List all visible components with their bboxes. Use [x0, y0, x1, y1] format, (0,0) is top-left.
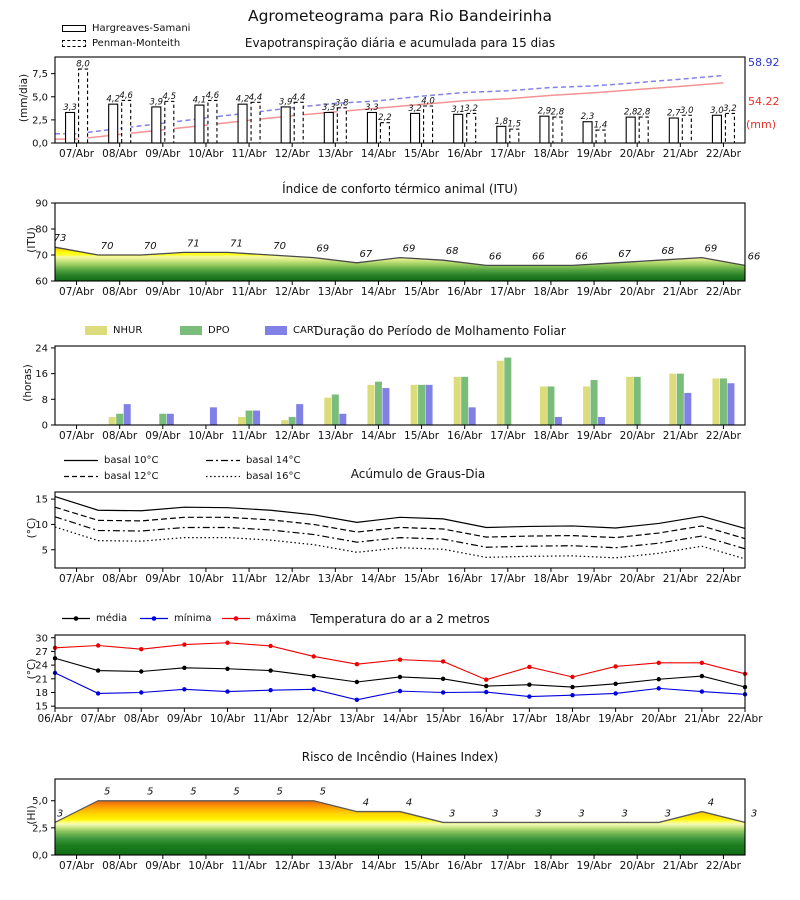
svg-text:2,8: 2,8 [636, 107, 651, 118]
svg-text:67: 67 [359, 248, 373, 260]
svg-text:22/Abr: 22/Abr [705, 573, 741, 585]
svg-text:3,9: 3,9 [278, 97, 293, 108]
svg-text:10/Abr: 10/Abr [188, 430, 224, 442]
svg-text:5,0: 5,0 [32, 92, 48, 104]
svg-text:69: 69 [402, 243, 416, 255]
svg-text:22/Abr: 22/Abr [727, 713, 763, 725]
svg-text:5: 5 [190, 786, 197, 798]
svg-text:4,2: 4,2 [106, 94, 120, 105]
svg-text:18/Abr: 18/Abr [533, 148, 569, 160]
svg-text:17/Abr: 17/Abr [490, 286, 526, 298]
hargreaves-accumulated-total: 54.22 [748, 95, 780, 108]
svg-text:3,9: 3,9 [149, 97, 164, 108]
haines-ylabel: (HI) [26, 805, 38, 825]
svg-text:11/Abr: 11/Abr [231, 573, 267, 585]
evapo-plot [32, 57, 745, 160]
svg-text:15/Abr: 15/Abr [404, 286, 440, 298]
svg-text:09/Abr: 09/Abr [145, 860, 181, 872]
svg-text:09/Abr: 09/Abr [145, 573, 181, 585]
svg-text:70: 70 [100, 241, 114, 252]
evapo-title: Evapotranspiração diária e acumulada para 15 dias [244, 36, 556, 50]
svg-text:27: 27 [35, 646, 48, 658]
svg-text:10/Abr: 10/Abr [209, 713, 246, 725]
line-basal-10°C [55, 497, 745, 529]
svg-text:3,0: 3,0 [710, 105, 724, 116]
svg-text:20/Abr: 20/Abr [619, 286, 655, 298]
svg-text:80: 80 [35, 224, 48, 236]
legend-item-hargreaves [62, 23, 190, 34]
graus-plot [35, 492, 745, 585]
svg-text:15/Abr: 15/Abr [404, 860, 440, 872]
axes [35, 495, 741, 585]
svg-text:22/Abr: 22/Abr [705, 860, 741, 872]
svg-text:15: 15 [35, 701, 48, 713]
line-basal-14°C [55, 517, 745, 549]
svg-text:21/Abr: 21/Abr [662, 573, 698, 585]
svg-text:20/Abr: 20/Abr [641, 713, 677, 725]
svg-text:16/Abr: 16/Abr [447, 860, 483, 872]
svg-text:21/Abr: 21/Abr [662, 430, 698, 442]
svg-text:13/Abr: 13/Abr [317, 286, 353, 298]
svg-text:21/Abr: 21/Abr [684, 713, 720, 725]
svg-text:3: 3 [492, 808, 499, 820]
svg-text:3: 3 [448, 808, 456, 820]
svg-text:11/Abr: 11/Abr [231, 430, 267, 442]
svg-text:06/Abr: 06/Abr [37, 713, 73, 725]
svg-text:16/Abr: 16/Abr [447, 286, 483, 298]
svg-text:16: 16 [35, 369, 48, 381]
legend-item-basal14 [206, 455, 300, 466]
svg-text:70: 70 [35, 250, 48, 262]
svg-text:10: 10 [35, 519, 48, 531]
svg-text:09/Abr: 09/Abr [145, 430, 181, 442]
temp-plot [35, 633, 763, 725]
svg-text:3: 3 [56, 808, 64, 820]
hargreaves-swatch [62, 25, 86, 32]
svg-text:4,6: 4,6 [205, 90, 220, 101]
svg-text:4,6: 4,6 [119, 90, 133, 101]
area-fill [55, 801, 745, 855]
series-bars [55, 60, 737, 143]
svg-text:8: 8 [41, 394, 48, 406]
svg-text:14/Abr: 14/Abr [360, 430, 396, 442]
svg-text:2,3: 2,3 [580, 112, 595, 123]
svg-text:3: 3 [621, 808, 628, 820]
svg-text:2,8: 2,8 [550, 107, 565, 118]
svg-text:2,9: 2,9 [537, 106, 552, 117]
svg-text:4,4: 4,4 [248, 92, 263, 103]
svg-text:24: 24 [35, 660, 48, 672]
svg-text:19/Abr: 19/Abr [576, 148, 612, 160]
svg-text:17/Abr: 17/Abr [490, 430, 526, 442]
svg-text:4: 4 [405, 797, 413, 809]
svg-text:09/Abr: 09/Abr [145, 148, 181, 160]
svg-text:5: 5 [319, 786, 326, 798]
svg-text:5: 5 [103, 786, 111, 798]
svg-text:11/Abr: 11/Abr [231, 860, 267, 872]
svg-text:69: 69 [316, 243, 330, 255]
svg-text:20/Abr: 20/Abr [619, 430, 655, 442]
svg-text:07/Abr: 07/Abr [80, 713, 116, 725]
graus-ylabel: (°C) [26, 517, 38, 539]
svg-text:3,2: 3,2 [723, 103, 737, 114]
nhur-swatch [85, 326, 107, 335]
svg-text:12/Abr: 12/Abr [274, 430, 310, 442]
svg-text:20/Abr: 20/Abr [619, 148, 655, 160]
svg-text:3,3: 3,3 [63, 102, 77, 113]
svg-text:07/Abr: 07/Abr [59, 430, 95, 442]
basal10-label: basal 10°C [104, 455, 159, 466]
svg-text:1,5: 1,5 [507, 119, 522, 130]
svg-text:14/Abr: 14/Abr [360, 286, 396, 298]
svg-text:2,8: 2,8 [623, 107, 638, 118]
svg-text:2,5: 2,5 [32, 115, 48, 127]
svg-text:16/Abr: 16/Abr [447, 430, 483, 442]
svg-text:15/Abr: 15/Abr [404, 573, 440, 585]
svg-text:12/Abr: 12/Abr [274, 860, 310, 872]
svg-text:70: 70 [273, 241, 286, 252]
svg-text:10/Abr: 10/Abr [188, 573, 224, 585]
svg-text:07/Abr: 07/Abr [59, 286, 95, 298]
penman-label: Penman-Monteith [92, 38, 181, 49]
svg-text:60: 60 [35, 276, 48, 288]
svg-text:17/Abr: 17/Abr [490, 573, 526, 585]
line-basal-16°C [55, 527, 745, 559]
svg-text:66: 66 [747, 251, 761, 263]
svg-text:2,7: 2,7 [667, 108, 681, 119]
svg-text:07/Abr: 07/Abr [59, 860, 95, 872]
svg-text:4,2: 4,2 [235, 94, 250, 105]
svg-text:5: 5 [41, 545, 48, 557]
svg-text:09/Abr: 09/Abr [145, 286, 181, 298]
basal10-swatch [64, 456, 98, 465]
svg-text:15/Abr: 15/Abr [425, 713, 461, 725]
svg-text:4: 4 [362, 797, 370, 809]
svg-text:5: 5 [276, 786, 283, 798]
svg-text:11/Abr: 11/Abr [231, 148, 267, 160]
svg-text:0: 0 [41, 420, 48, 432]
svg-text:17/Abr: 17/Abr [511, 713, 547, 725]
svg-text:69: 69 [704, 243, 718, 255]
basal16-label: basal 16°C [246, 471, 301, 482]
line-basal-12°C [55, 507, 745, 538]
svg-text:21: 21 [35, 674, 48, 686]
svg-text:21/Abr: 21/Abr [662, 148, 698, 160]
svg-text:73: 73 [53, 233, 67, 245]
maxima-label: máxima [256, 613, 297, 624]
cart-label: CART [293, 325, 320, 336]
minima-label: mínima [174, 613, 212, 624]
svg-text:15/Abr: 15/Abr [404, 148, 440, 160]
svg-text:22/Abr: 22/Abr [705, 286, 741, 298]
svg-text:1,8: 1,8 [494, 116, 509, 127]
svg-text:2,5: 2,5 [32, 823, 48, 835]
molhamento-plot [35, 343, 745, 442]
svg-text:3: 3 [664, 808, 671, 820]
svg-text:12/Abr: 12/Abr [296, 713, 332, 725]
svg-text:08/Abr: 08/Abr [102, 573, 138, 585]
accumulated-unit-label: (mm) [746, 118, 777, 131]
media-label: média [96, 613, 128, 624]
svg-text:4: 4 [707, 797, 715, 809]
svg-text:14/Abr: 14/Abr [360, 148, 396, 160]
itu-plot [35, 198, 761, 298]
svg-text:66: 66 [488, 251, 502, 263]
svg-text:4,5: 4,5 [162, 91, 177, 102]
series-dpo [116, 358, 727, 425]
svg-text:0,0: 0,0 [32, 138, 48, 150]
svg-text:71: 71 [187, 238, 200, 250]
svg-text:18/Abr: 18/Abr [533, 573, 569, 585]
svg-text:30: 30 [35, 633, 48, 645]
svg-text:3,2: 3,2 [464, 103, 478, 114]
itu-title: Índice de conforto térmico animal (ITU) [282, 182, 518, 196]
svg-text:11/Abr: 11/Abr [253, 713, 289, 725]
svg-text:22/Abr: 22/Abr [705, 430, 741, 442]
svg-text:67: 67 [618, 248, 631, 260]
svg-text:12/Abr: 12/Abr [274, 286, 310, 298]
svg-text:19/Abr: 19/Abr [576, 573, 612, 585]
svg-text:18: 18 [35, 687, 48, 699]
evapo-ylabel: (mm/dia) [18, 73, 30, 123]
page-title: Agrometeograma para Rio Bandeirinha [247, 7, 552, 25]
svg-text:4,1: 4,1 [192, 95, 207, 106]
series-nhur [109, 361, 720, 425]
svg-text:3,8: 3,8 [335, 98, 349, 109]
svg-text:7,5: 7,5 [32, 69, 48, 81]
svg-text:08/Abr: 08/Abr [123, 713, 159, 725]
svg-text:24: 24 [35, 343, 48, 355]
molhamento-title: Duração do Período de Molhamento Foliar [314, 324, 566, 338]
itu-ylabel: (ITU) [26, 227, 38, 253]
svg-text:08/Abr: 08/Abr [102, 430, 138, 442]
svg-text:3,3: 3,3 [322, 102, 336, 113]
svg-text:3,2: 3,2 [408, 103, 422, 114]
svg-text:19/Abr: 19/Abr [598, 713, 634, 725]
svg-text:08/Abr: 08/Abr [102, 860, 138, 872]
svg-text:19/Abr: 19/Abr [576, 286, 612, 298]
svg-text:66: 66 [532, 251, 545, 263]
svg-text:5: 5 [147, 786, 154, 798]
svg-text:10/Abr: 10/Abr [188, 148, 224, 160]
svg-text:07/Abr: 07/Abr [59, 148, 95, 160]
svg-text:08/Abr: 08/Abr [102, 286, 138, 298]
svg-text:3,1: 3,1 [451, 104, 465, 115]
svg-text:18/Abr: 18/Abr [533, 430, 569, 442]
svg-text:08/Abr: 08/Abr [102, 148, 138, 160]
svg-text:66: 66 [575, 251, 588, 263]
svg-text:70: 70 [143, 241, 157, 252]
svg-text:71: 71 [230, 238, 243, 250]
molhamento-ylabel: (horas) [22, 364, 34, 402]
svg-text:68: 68 [445, 246, 459, 258]
svg-text:8,0: 8,0 [76, 59, 90, 70]
svg-text:14/Abr: 14/Abr [360, 860, 396, 872]
svg-text:07/Abr: 07/Abr [59, 573, 95, 585]
basal12-label: basal 12°C [104, 471, 159, 482]
penman-accumulated-total: 58.92 [748, 56, 780, 69]
svg-text:10/Abr: 10/Abr [188, 860, 224, 872]
temp-ylabel: (°C) [26, 658, 38, 680]
svg-text:18/Abr: 18/Abr [533, 286, 569, 298]
haines-title: Risco de Incêndio (Haines Index) [301, 750, 499, 764]
svg-text:18/Abr: 18/Abr [554, 713, 591, 725]
svg-text:20/Abr: 20/Abr [619, 573, 655, 585]
svg-text:16/Abr: 16/Abr [468, 713, 504, 725]
svg-text:21/Abr: 21/Abr [662, 860, 698, 872]
svg-text:3: 3 [750, 808, 758, 820]
svg-text:22/Abr: 22/Abr [705, 148, 741, 160]
area-fill [55, 247, 745, 281]
svg-text:21/Abr: 21/Abr [662, 286, 698, 298]
svg-text:3: 3 [578, 808, 585, 820]
svg-text:0,0: 0,0 [32, 850, 48, 862]
svg-text:19/Abr: 19/Abr [576, 430, 612, 442]
legend-item-basal10 [64, 455, 158, 466]
svg-text:5,0: 5,0 [32, 796, 48, 808]
svg-text:5: 5 [233, 786, 240, 798]
svg-text:17/Abr: 17/Abr [490, 148, 526, 160]
svg-text:12/Abr: 12/Abr [274, 573, 310, 585]
svg-text:68: 68 [661, 246, 675, 258]
svg-text:13/Abr: 13/Abr [317, 573, 353, 585]
svg-text:13/Abr: 13/Abr [339, 713, 375, 725]
hargreaves-label: Hargreaves-Samani [92, 23, 191, 34]
svg-text:3: 3 [535, 808, 542, 820]
svg-text:18/Abr: 18/Abr [533, 860, 569, 872]
svg-text:4,4: 4,4 [291, 92, 306, 103]
svg-text:10/Abr: 10/Abr [188, 286, 224, 298]
temp-title: Temperatura do ar a 2 metros [310, 612, 490, 626]
svg-text:3,0: 3,0 [680, 105, 694, 116]
svg-text:13/Abr: 13/Abr [317, 148, 353, 160]
graus-title: Acúmulo de Graus-Dia [350, 467, 486, 481]
axes [35, 633, 763, 725]
svg-text:14/Abr: 14/Abr [382, 713, 418, 725]
svg-text:20/Abr: 20/Abr [619, 860, 655, 872]
svg-text:19/Abr: 19/Abr [576, 860, 612, 872]
svg-text:4,0: 4,0 [421, 96, 435, 107]
svg-text:1,4: 1,4 [593, 120, 608, 131]
series-cart [124, 383, 735, 425]
dpo-label: DPO [208, 325, 230, 336]
svg-text:15/Abr: 15/Abr [404, 430, 440, 442]
svg-text:13/Abr: 13/Abr [317, 430, 353, 442]
nhur-label: NHUR [113, 325, 143, 336]
svg-text:13/Abr: 13/Abr [317, 860, 353, 872]
svg-text:11/Abr: 11/Abr [231, 286, 267, 298]
svg-text:12/Abr: 12/Abr [274, 148, 310, 160]
svg-text:2,2: 2,2 [378, 113, 392, 124]
axes [35, 199, 741, 299]
basal14-swatch [206, 456, 240, 465]
svg-text:09/Abr: 09/Abr [166, 713, 202, 725]
basal14-label: basal 14°C [246, 455, 301, 466]
svg-text:3,3: 3,3 [365, 102, 379, 113]
svg-text:17/Abr: 17/Abr [490, 860, 526, 872]
svg-text:15: 15 [35, 494, 48, 506]
svg-text:90: 90 [35, 198, 48, 210]
svg-text:16/Abr: 16/Abr [447, 573, 483, 585]
svg-text:14/Abr: 14/Abr [360, 573, 396, 585]
svg-text:16/Abr: 16/Abr [447, 148, 483, 160]
